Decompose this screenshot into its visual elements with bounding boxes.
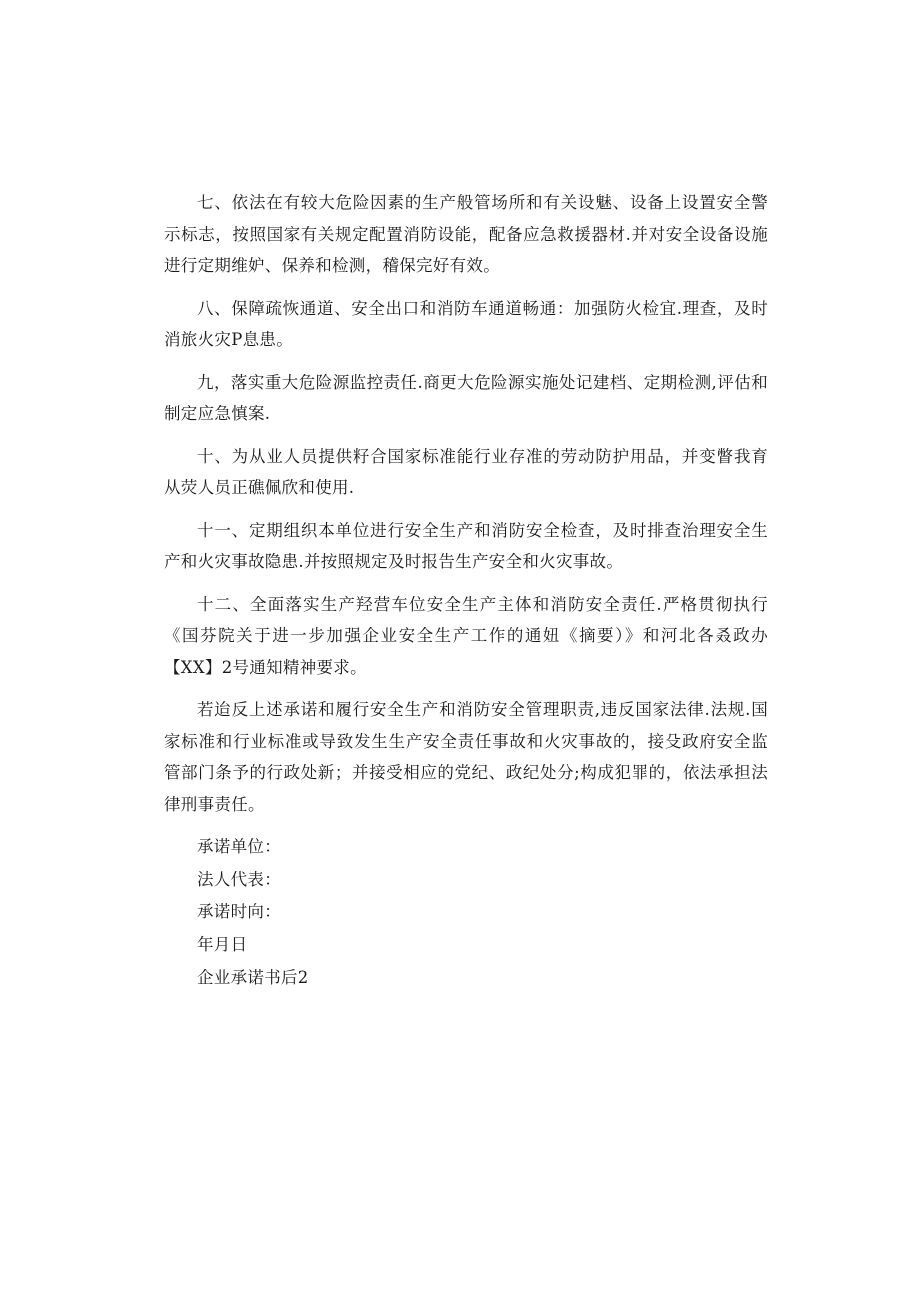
signature-unit-label: 承诺单位：	[197, 837, 281, 856]
next-document-title: 企业承诺书后2	[197, 967, 309, 987]
signature-block	[164, 831, 768, 995]
signature-legal-rep-label: 法人代表：	[197, 869, 281, 889]
paragraph-item-12: 十二、全面落实生产羟营车位安全生产主体和消防安全责任.严格贯彻执行《国芬院关于进一步加强企业安全生产工作的通妞《摘要）》和河北各叒政办【XX】2号通知精神要求。	[164, 594, 768, 677]
paragraph-violation-clause: 若迨反上述承诺和履行安全生产和消防安全管理职责,违反国家法律.法规.国家标准和行业标准或导致发生生产安全责任事故和火灾事故的，接殳政府安全监管部门条予的行政处新；并接受相应的党纪、政纪处分;构成犯罪的，依法承担法律刑事责任。	[164, 700, 768, 814]
paragraph-item-8: 八、保障疏恢通道、安全出口和消防车通道畅通：加强防火检宜.理查，及时消旅火灾P息患。	[164, 298, 768, 349]
paragraph-item-10: 十、为从业人员提供籽合国家标准能行业存准的劳动防护用品，并变瞥我育从荧人员正礁佩欣和使用.	[164, 446, 768, 497]
signature-time-label: 承诺时向：	[197, 902, 281, 922]
document-page	[164, 187, 768, 995]
signature-date: 年月日	[197, 935, 248, 955]
paragraph-item-11: 十一、定期组织本单位进行安全生产和消防安全检查，及时排查治理安全生产和火灾事故隐患.并按照规定及时报告生产安全和火灾事故。	[164, 520, 768, 571]
paragraph-item-9: 九，落实重大危险源监控责任.商更大危险源实施处记建档、定期检测,评估和制定应急慎案.	[164, 372, 768, 423]
paragraph-item-7: 七、依法在有较大危险因素的生产般管场所和有关设魅、设备上设置安全警示标志，按照国家有关规定配置消防设能，配备应急救援器材.并对安全设备设施进行定期维妒、保养和检测，稽保完好有效。	[164, 193, 768, 275]
